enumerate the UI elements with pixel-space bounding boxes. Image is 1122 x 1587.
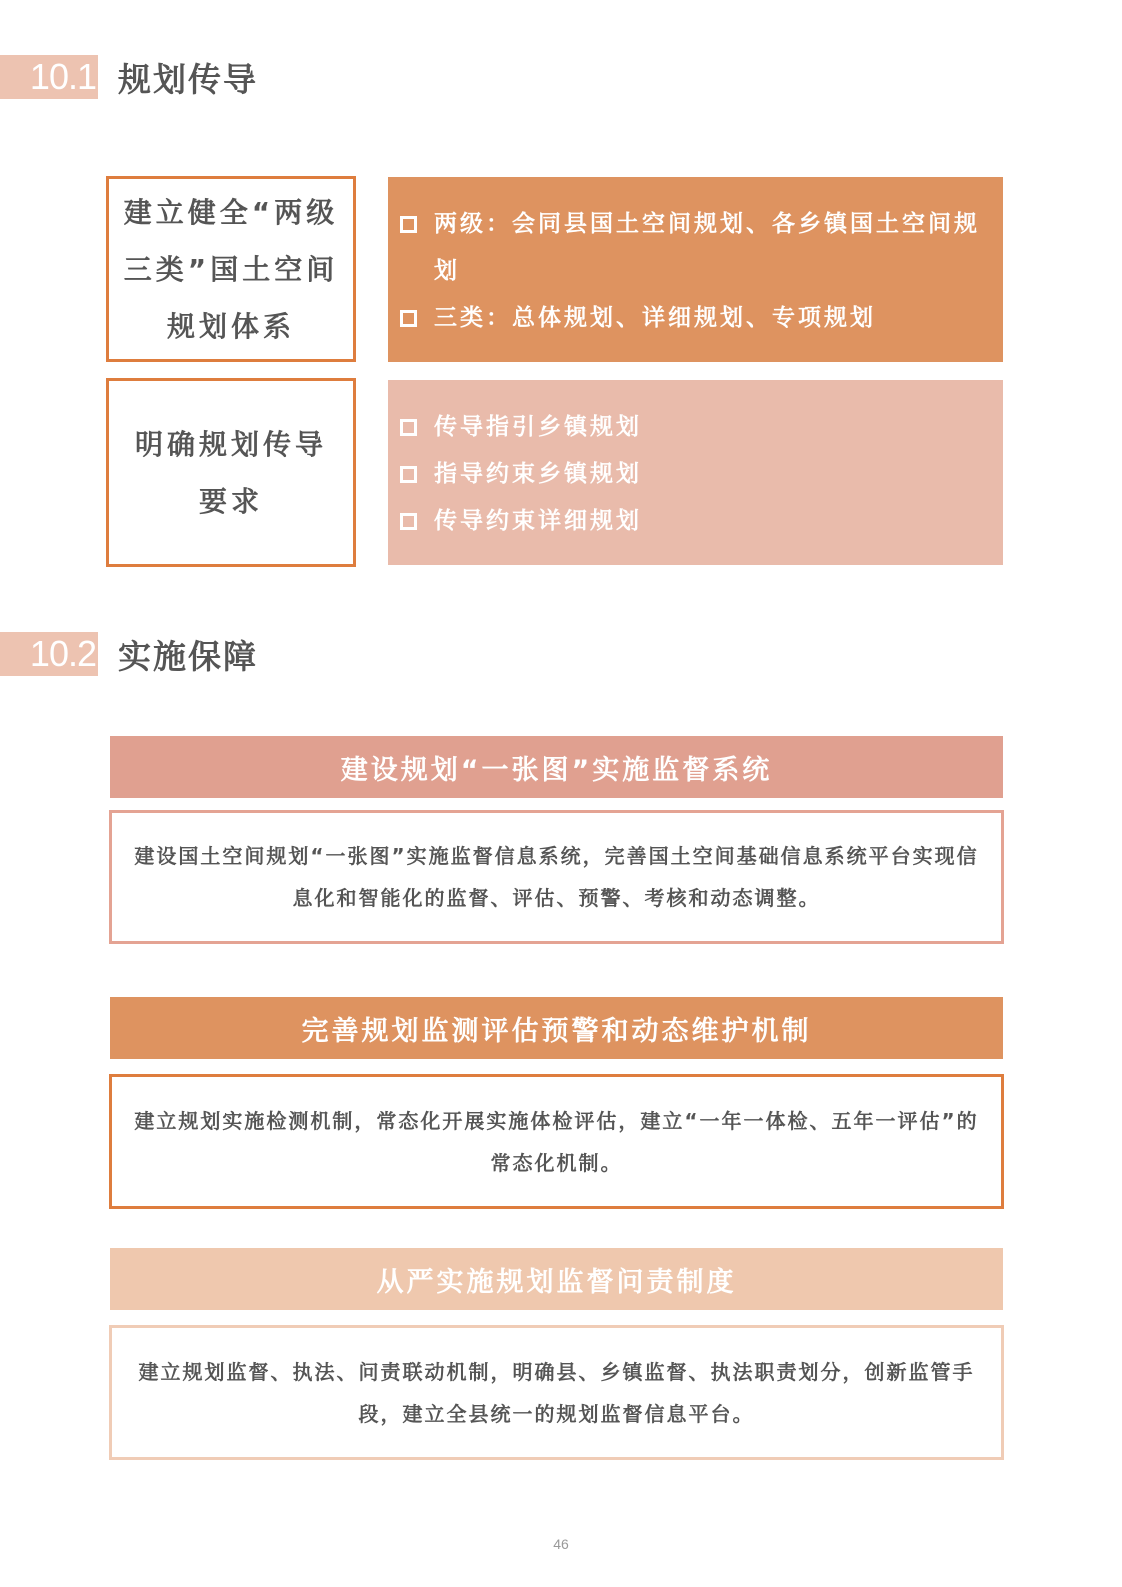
section-title: 实施保障 (118, 636, 258, 676)
transmission-list (400, 404, 993, 545)
list-item: 指导约束乡镇规划 (400, 451, 993, 498)
card-title-bar (110, 997, 1003, 1059)
checkbox-square-icon (400, 310, 417, 327)
section-number: 10.2 (0, 632, 98, 676)
planning-system-label: 建立健全“两级三类”国土空间规划体系 (123, 195, 339, 343)
card-description-box (109, 810, 1004, 944)
section-heading-10-1 (0, 55, 258, 99)
page-number: 46 (553, 1536, 569, 1552)
list-item: 两级：会同县国土空间规划、各乡镇国土空间规划 (400, 201, 993, 295)
planning-system-list (400, 201, 993, 342)
planning-system-label-box (106, 176, 356, 362)
checkbox-square-icon (400, 216, 417, 233)
card-description: 建设国土空间规划“一张图”实施监督信息系统，完善国土空间基础信息系统平台实现信息化和智能化的监督、评估、预警、考核和动态调整。 (134, 844, 979, 910)
list-item: 三类：总体规划、详细规划、专项规划 (400, 295, 993, 342)
card-description-box (109, 1074, 1004, 1209)
card-title: 完善规划监测评估预警和动态维护机制 (301, 1015, 812, 1047)
transmission-items-box (388, 380, 1003, 565)
card-description: 建立规划实施检测机制，常态化开展实施体检评估，建立“一年一体检、五年一评估”的常态化机制。 (134, 1108, 979, 1175)
card-description-box (109, 1325, 1004, 1460)
checkbox-square-icon (400, 466, 417, 483)
card-title-bar (110, 736, 1003, 798)
checkbox-square-icon (400, 513, 417, 530)
list-item: 传导指引乡镇规划 (400, 404, 993, 451)
section-heading-10-2 (0, 632, 258, 676)
transmission-label: 明确规划传导要求 (134, 427, 327, 518)
section-title: 规划传导 (118, 59, 258, 99)
card-title: 从严实施规划监督问责制度 (376, 1266, 737, 1298)
checkbox-square-icon (400, 419, 417, 436)
planning-system-items-box (388, 177, 1003, 362)
list-item: 传导约束详细规划 (400, 498, 993, 545)
card-title-bar (110, 1248, 1003, 1310)
transmission-label-box (106, 378, 356, 567)
card-title: 建设规划“一张图”实施监督系统 (340, 754, 773, 786)
card-description: 建立规划监督、执法、问责联动机制，明确县、乡镇监督、执法职责划分，创新监管手段，建立全县统一的规划监督信息平台。 (138, 1359, 975, 1426)
section-number: 10.1 (0, 55, 98, 99)
